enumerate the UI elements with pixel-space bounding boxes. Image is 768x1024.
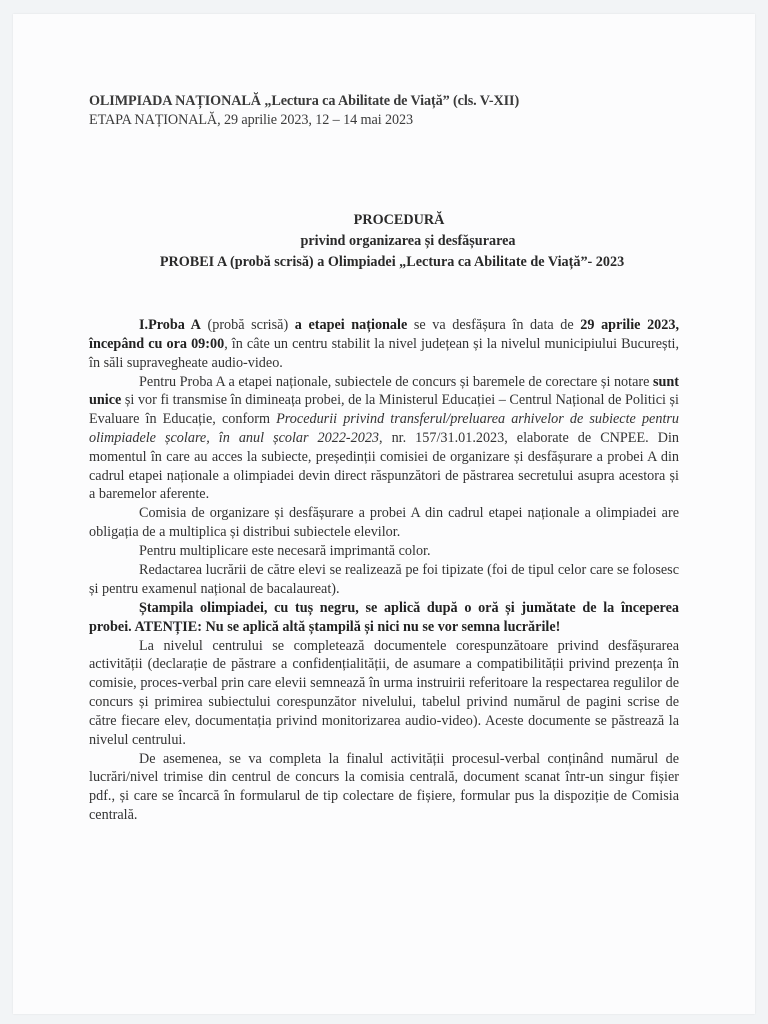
paragraph-3: Comisia de organizare și desfășurare a probei A din cadrul etapei naționale a olimpiadei are obligația de a multiplica și distribui subiectele elevilor. [89, 505, 679, 541]
document-header [89, 92, 519, 130]
p2-text-a: Pentru Proba A a etapei naționale, subiectele de concurs și baremele de corectare și notare [139, 373, 653, 390]
p2-text-c: și vor fi transmise în dimineața probei, de la Ministerul Educației – Centrul Național de Politici și Evaluare în Educație, conform [89, 392, 679, 428]
document-body [89, 316, 679, 825]
paragraph-2 [89, 373, 679, 505]
paragraph-8: De asemenea, se va completa la finalul activității procesul-verbal conținând numărul de lucrări/nivel trimise din centrul de concurs la comisia centrală, document scanat într-un singur fișier pdf., și care se încarcă în formularul de tip colectare de fișiere, formular pus la dispoziție de Comisia centrală. [89, 750, 679, 824]
paragraph-7: La nivelul centrului se completează documentele corespunzătoare privind desfășurarea activității (declarație de păstrare a confidențialității, de asumare a compatibilității privind prezența în comisie, proces-verbal prin care elevii semnează în urma instruirii referitoare la respectarea regulilor de concurs și primirea subiectului corespunzător nivelului, tabelul privind numărul de pagini scrise de către fiecare elev, documentația privind monitorizarea audio-video). Aceste documente se păstrează la nivelul centrului. [89, 637, 679, 748]
p1-text-d: se va desfășura în data de [407, 317, 581, 333]
p1-etapa: a etapei naționale [294, 317, 408, 333]
p2-procedure-name: Procedurii privind transferul/preluarea arhivelor de subiecte pentru olimpiadele școlare, în anul școlar 2022-2023 [89, 411, 679, 446]
header-olympiad-title: OLIMPIADA NAȚIONALĂ „Lectura ca Abilitate de Viață” (cls. V-XII) [89, 93, 520, 109]
paragraph-5: Redactarea lucrării de către elevi se realizează pe foi tipizate (foi de tipul celor care se folosesc și pentru examenul național de bacalaureat). [89, 562, 679, 597]
p1-date-time: 29 aprilie 2023, începând cu ora 09:00 [89, 317, 679, 352]
document-page [13, 14, 755, 1014]
header-stage-dates: ETAPA NAȚIONALĂ, 29 aprilie 2023, 12 – 14 mai 2023 [89, 112, 413, 128]
p6-stamp-warning: Ștampila olimpiadei, cu tuș negru, se aplică după o oră și jumătate de la începerea probei. ATENȚIE: Nu se aplică altă ștampilă și nici nu se vor semna lucrările! [89, 599, 679, 635]
p2-sunt-unice: sunt unice [89, 373, 679, 409]
paragraph-1 [89, 316, 679, 372]
p1-proba-a: I.Proba A [139, 317, 201, 333]
p1-text-b: (probă scrisă) [200, 317, 295, 333]
paragraph-4: Pentru multiplicare este necesară imprimantă color. [139, 543, 431, 560]
procedure-subtitle-1: privind organizarea și desfășurarea [300, 233, 516, 249]
procedure-subtitle-2: PROBEI A (probă scrisă) a Olimpiadei „Lectura ca Abilitate de Viață”- 2023 [159, 254, 625, 270]
procedure-title-block [13, 210, 755, 273]
p1-text-f: , în câte un centru stabilit la nivel județean și la nivelul municipiului București, în săli supravegheate audio-video. [89, 335, 679, 371]
p2-text-e: , nr. 157/31.01.2023, elaborate de CNPEE. Din momentul în care au acces la subiecte, președinții comisiei de organizare și desfășurare a probei A din cadrul etapei naționale a olimpiadei devin direct răspunzători de păstrarea secretului asupra acestora și a baremelor aferente. [89, 429, 679, 503]
paragraph-6 [89, 599, 679, 637]
procedure-title: PROCEDURĂ [353, 212, 445, 228]
